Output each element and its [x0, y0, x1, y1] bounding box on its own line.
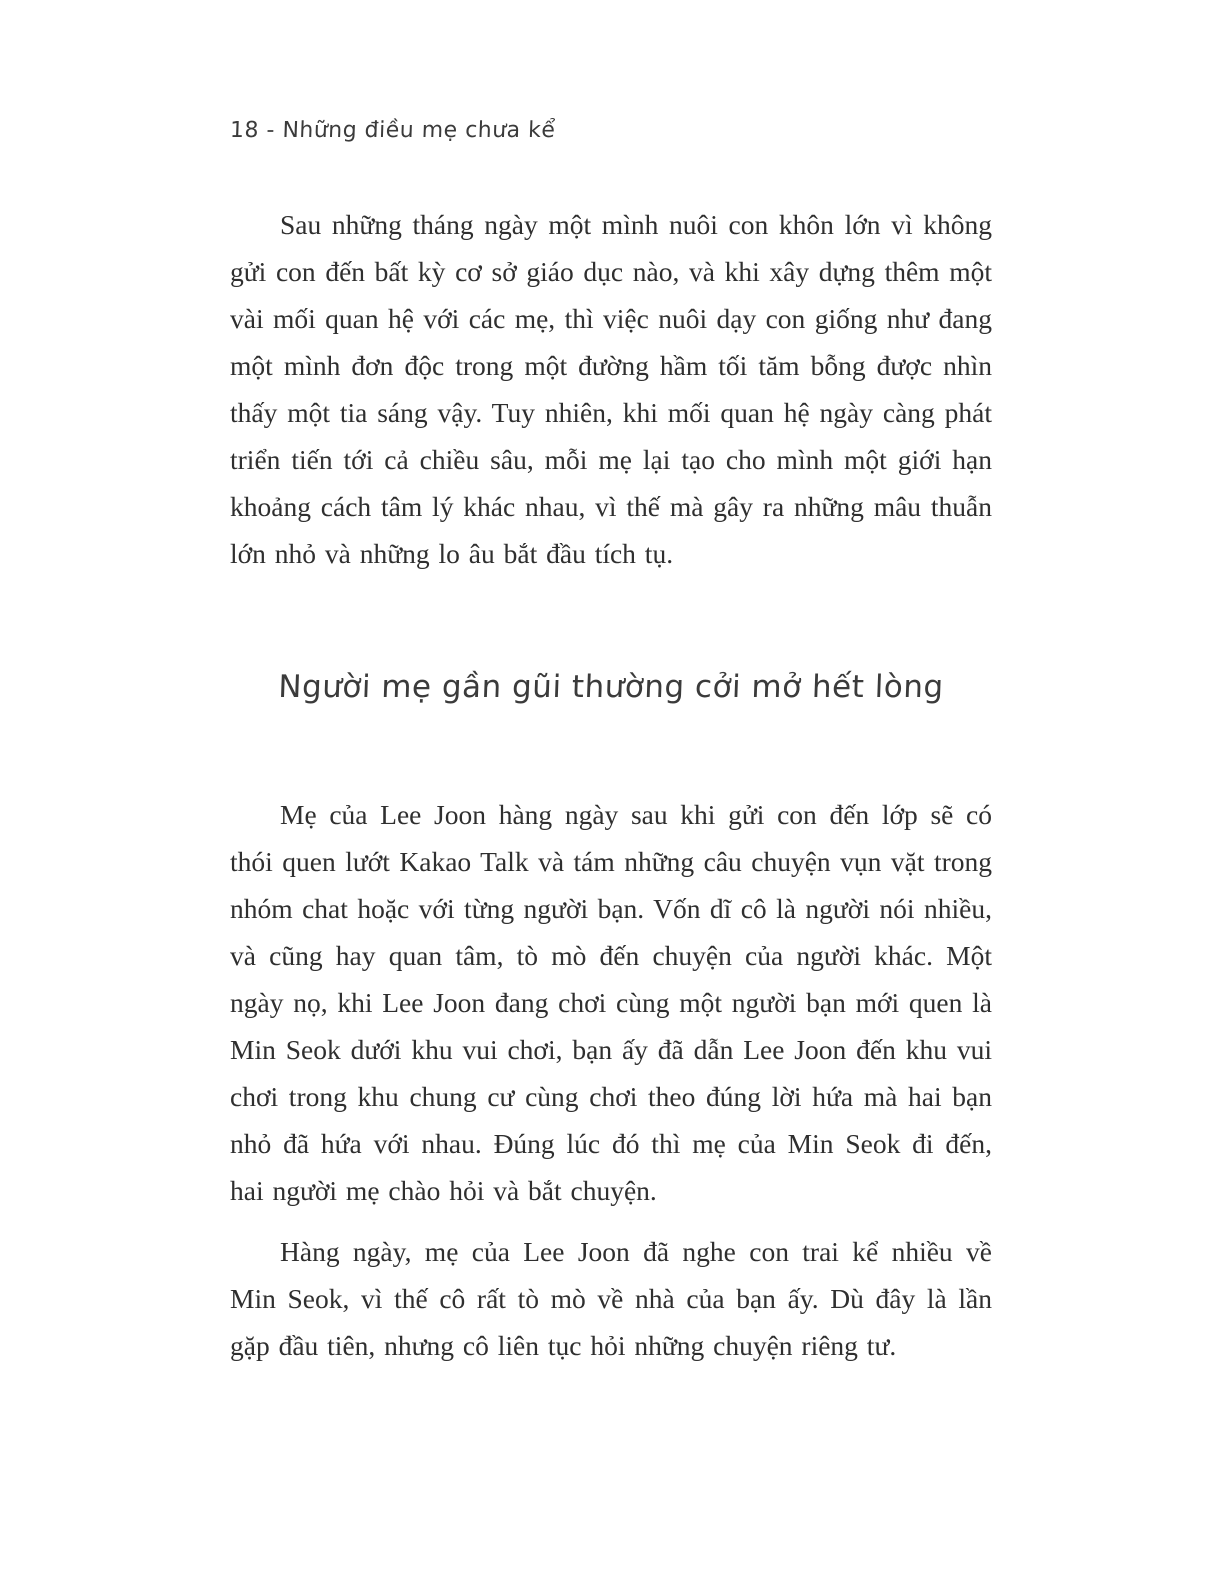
- paragraph-lee-joon-story: Mẹ của Lee Joon hàng ngày sau khi gửi con đến lớp sẽ có thói quen lướt Kakao Talk và tám những câu chuyện vụn vặt trong nhóm chat hoặc với từng người bạn. Vốn dĩ cô là người nói nhiều, và cũng hay quan tâm, tò mò đến chuyện của người khác. Một ngày nọ, khi Lee Joon đang chơi cùng một người bạn mới quen là Min Seok dưới khu vui chơi, bạn ấy đã dẫn Lee Joon đến khu vui chơi trong khu chung cư cùng chơi theo đúng lời hứa mà hai bạn nhỏ đã hứa với nhau. Đúng lúc đó thì mẹ của Min Seok đi đến, hai người mẹ chào hỏi và bắt chuyện.: [230, 799, 992, 1206]
- paragraph-intro: Sau những tháng ngày một mình nuôi con khôn lớn vì không gửi con đến bất kỳ cơ sở giáo dục nào, và khi xây dựng thêm một vài mối quan hệ với các mẹ, thì việc nuôi dạy con giống như đang một mình đơn độc trong một đường hầm tối tăm bỗng được nhìn thấy một tia sáng vậy. Tuy nhiên, khi mối quan hệ ngày càng phát triển tiến tới cả chiều sâu, mỗi mẹ lại tạo cho mình một giới hạn khoảng cách tâm lý khác nhau, vì thế mà gây ra những mâu thuẫn lớn nhỏ và những lo âu bắt đầu tích tụ.: [230, 209, 992, 569]
- section-heading: Người mẹ gần gũi thường cởi mở hết lòng: [277, 669, 945, 705]
- page-number-and-book-title: 18 - Những điều mẹ chưa kể: [229, 118, 556, 143]
- paragraph-daily-curiosity: Hàng ngày, mẹ của Lee Joon đã nghe con trai kể nhiều về Min Seok, vì thế cô rất tò mò về nhà của bạn ấy. Dù đây là lần gặp đầu tiên, nhưng cô liên tục hỏi những chuyện riêng tư.: [230, 1236, 992, 1361]
- running-header: [230, 118, 993, 143]
